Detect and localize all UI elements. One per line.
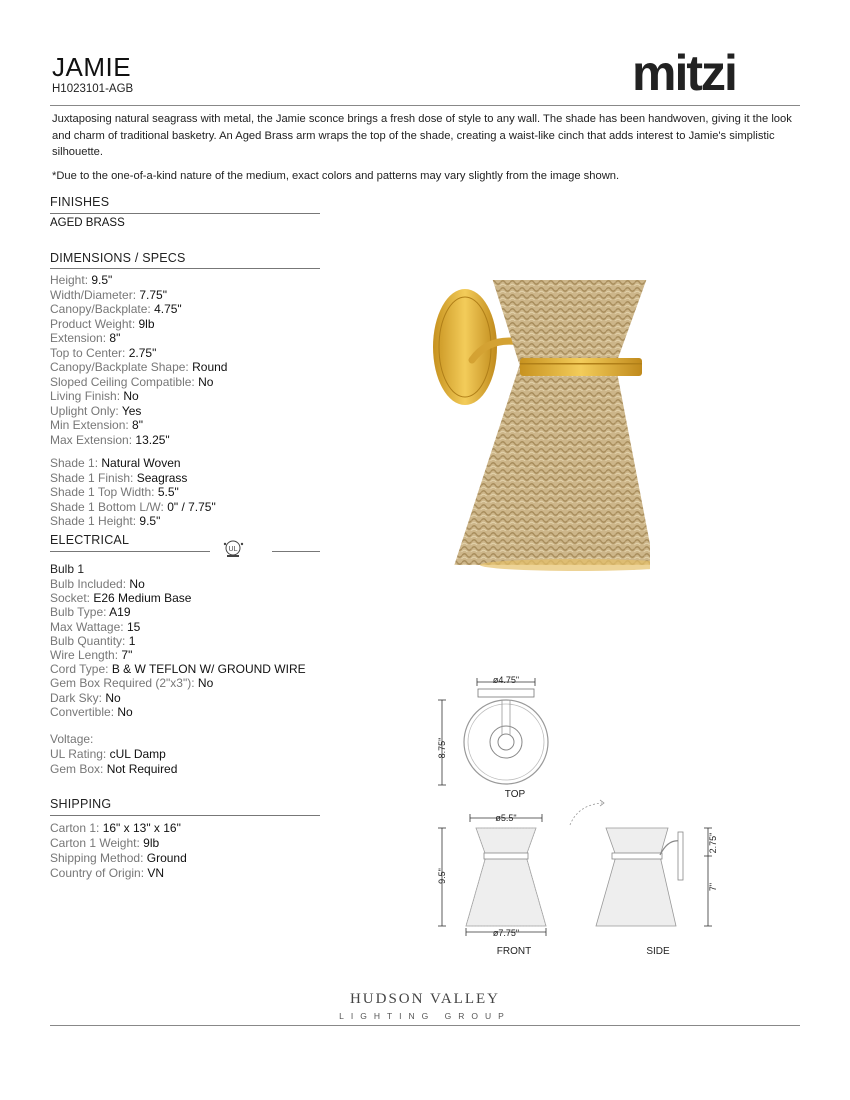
spec-value: 9.5" [91,273,113,287]
dimensions-divider [50,268,320,269]
spec-key: Sloped Ceiling Compatible: [50,374,195,389]
side-upper-label: 2.75" [708,832,718,854]
spec-key: Width/Diameter: [50,287,137,302]
spec-value: 9.5" [139,514,161,528]
spec-row [50,404,141,419]
spec-value: 5.5" [157,485,179,499]
spec-key: Shade 1 Top Width: [50,485,155,499]
spec-key: Extension: [50,331,107,345]
spec-key: Bulb Quantity: [50,633,126,648]
spec-key: Shade 1 Finish: [50,470,134,485]
side-lower-label: 7" [708,882,718,892]
spec-row [50,836,159,851]
spec-value: 8" [132,418,143,432]
spec-key: Wire Length: [50,648,119,662]
spec-value: A19 [109,605,131,620]
footer-subtitle: LIGHTING GROUP [339,1011,511,1021]
spec-key: Bulb Included: [50,577,127,591]
spec-row [50,433,170,448]
spec-row [50,676,213,691]
electrical-divider-right [272,551,320,552]
spec-value: 0" / 7.75" [167,499,216,514]
spec-value: Round [192,360,228,374]
spec-key: Country of Origin: [50,866,145,880]
shipping-heading: SHIPPING [50,797,112,811]
spec-value: Ground [146,851,187,865]
spec-value: No [198,374,214,389]
footer-company: HUDSON VALLEY [349,991,501,1007]
spec-row [50,317,155,332]
spec-key: Height: [50,273,89,287]
spec-key: Max Extension: [50,432,133,447]
spec-row [50,389,139,404]
spec-value: 8" [109,331,121,345]
spec-value: Seagrass [136,470,188,485]
spec-key: Cord Type: [50,662,109,677]
header-divider [50,105,800,106]
spec-row [50,500,216,515]
footer-divider [50,1025,800,1026]
spec-row [50,514,160,529]
spec-row [50,273,112,288]
spec-row [50,375,213,390]
front-bottom-label: ø7.75" [492,928,520,938]
spec-key: Shade 1: [50,456,99,470]
spec-row [50,456,181,471]
spec-key: Top to Center: [50,345,126,360]
spec-value: No [197,676,214,691]
spec-key: Socket: [50,591,91,606]
top-width-label: ø4.75" [492,675,520,685]
spec-key: Dark Sky: [50,690,103,705]
spec-value: No [117,704,133,719]
product-sku: H1023101-AGB [52,83,134,95]
spec-value: 4.75" [154,302,182,316]
finish-value: AGED BRASS [50,217,125,229]
spec-key: Living Finish: [50,389,121,403]
spec-key: UL Rating: [50,747,107,761]
spec-value: E26 Medium Base [93,591,192,606]
spec-row [50,331,120,346]
top-view-diagram [430,670,560,805]
finishes-divider [50,213,320,214]
spec-value: No [123,389,139,403]
top-caption: TOP [504,789,526,800]
spec-row [50,605,131,620]
front-view-diagram [430,808,560,958]
spec-row [50,360,227,375]
spec-value: No [105,690,121,705]
spec-key: Bulb Type: [50,605,107,620]
spec-row [50,418,143,433]
spec-value: 15 [126,619,141,634]
ul-listed-icon [219,539,259,559]
product-image [420,265,650,585]
spec-value: Not Required [106,762,178,776]
spec-row [50,471,187,486]
top-height-label: 8.75" [437,737,447,759]
spec-value: 7" [121,648,133,662]
spec-key: Product Weight: [50,316,136,331]
side-caption: SIDE [646,946,670,957]
bulb-label: Bulb 1 [50,562,85,576]
variation-note: *Due to the one-of-a-kind nature of the medium, exact colors and patterns may vary slightly from the image shown. [52,170,620,182]
front-top-label: ø5.5" [495,813,517,823]
spec-row [50,705,133,720]
spec-value: 9lb [138,316,155,331]
spec-row [50,591,191,606]
spec-value: 1 [128,633,136,648]
spec-row [50,821,181,836]
front-caption: FRONT [496,946,532,957]
spec-row [50,662,306,677]
spec-value: 2.75" [128,345,157,360]
spec-key: Gem Box Required (2"x3"): [50,676,195,691]
dimensions-heading: DIMENSIONS / SPECS [50,251,186,265]
spec-key: Max Wattage: [50,619,124,634]
front-height-label: 9.5" [437,868,447,884]
spec-row [50,485,179,500]
spec-row [50,648,132,663]
spec-value: 7.75" [139,287,167,302]
spec-value: No [129,577,145,591]
spec-key: Shade 1 Bottom L/W: [50,499,164,514]
voltage-label: Voltage: [50,732,94,746]
spec-row [50,747,166,762]
brand-logo: mitzi [632,45,736,101]
electrical-divider-left [50,551,210,552]
spec-key: Min Extension: [50,418,129,432]
spec-row [50,851,187,866]
spec-row [50,691,121,706]
product-description: Juxtaposing natural seagrass with metal, the Jamie sconce brings a fresh dose of style to any wall. The shade has been handwoven, giving it the look and charm of traditional basketry. An Aged Brass arm wraps the top of the shade, creating a waist-like cinch that adds interest to Jamie's simplistic silhouette. [52,113,792,158]
spec-row [50,577,145,592]
spec-key: Gem Box: [50,762,104,776]
spec-key: Shade 1 Height: [50,514,137,528]
spec-value: 9lb [143,836,160,850]
spec-row [50,866,164,881]
spec-key: Carton 1: [50,821,100,835]
spec-value: Yes [121,403,142,418]
side-view-diagram [560,795,730,960]
product-title: JAMIE [52,52,132,82]
spec-key: Shipping Method: [50,851,144,865]
spec-value: 13.25" [135,432,170,447]
ul-mark-text: UL [228,546,238,553]
spec-row [50,302,182,317]
spec-value: cUL Damp [109,747,166,761]
spec-key: Convertible: [50,704,115,719]
electrical-heading: ELECTRICAL [50,533,130,547]
spec-key: Canopy/Backplate Shape: [50,360,189,374]
shipping-divider [50,815,320,816]
spec-key: Canopy/Backplate: [50,302,151,316]
spec-key: Carton 1 Weight: [50,836,140,850]
spec-value: VN [147,866,165,880]
brass-band-shape [520,358,642,376]
spec-row [50,620,140,635]
spec-value: 16" x 13" x 16" [102,821,181,835]
spec-row [50,346,156,361]
spec-row [50,762,177,777]
spec-row [50,288,167,303]
spec-row [50,634,135,649]
spec-value: B & W TEFLON W/ GROUND WIRE [111,662,306,677]
spec-key: Uplight Only: [50,403,119,418]
finishes-heading: FINISHES [50,195,110,209]
spec-value: Natural Woven [101,456,181,470]
